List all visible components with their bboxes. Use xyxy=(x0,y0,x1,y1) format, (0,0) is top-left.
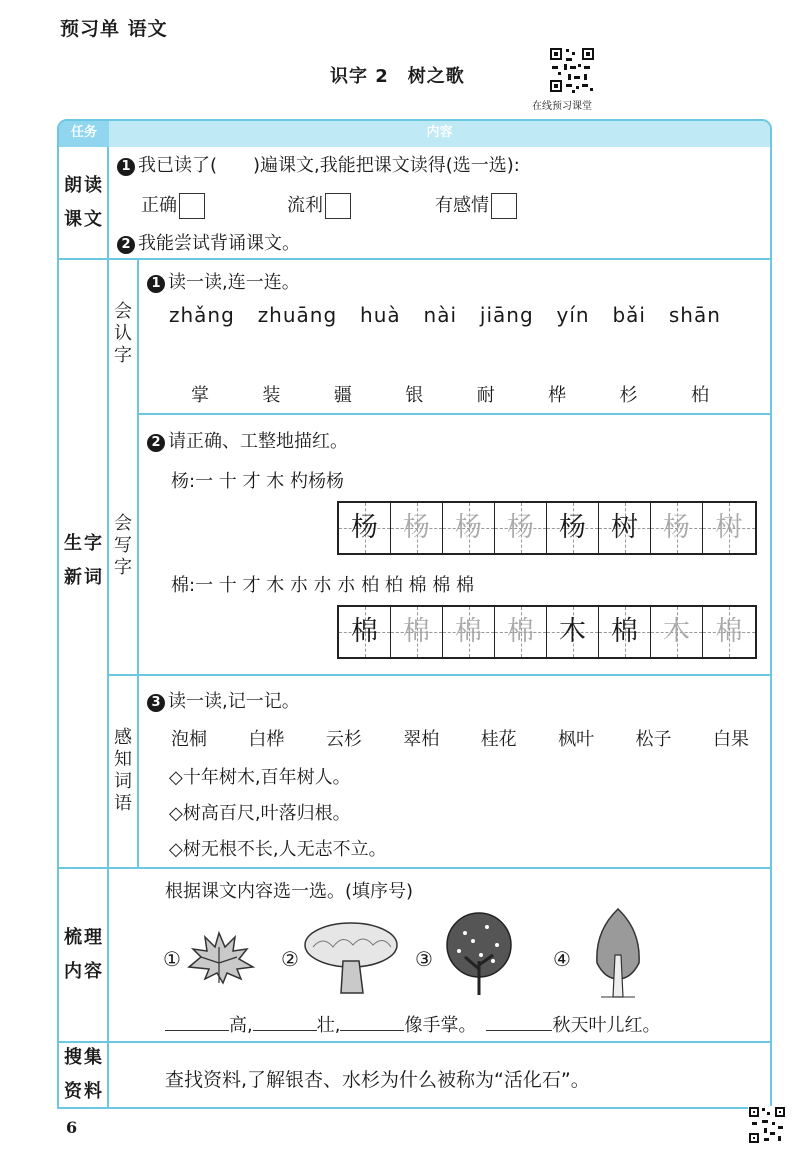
sub-words: 感知词语 xyxy=(114,727,132,814)
character-item[interactable]: 杉 xyxy=(619,385,638,406)
header-label: 预习单 语文 xyxy=(60,18,168,40)
recite-prompt: 我能尝试背诵课文。 xyxy=(138,233,300,254)
option-label: 流利 xyxy=(287,195,323,216)
pinyin-item[interactable]: huà xyxy=(360,303,401,327)
grid-cell[interactable]: 树 xyxy=(599,503,651,553)
stroke-order-mian: 棉:一 十 才 木 朩 朩 朩 柏 柏 棉 棉 棉 xyxy=(171,575,475,596)
worksheet-table xyxy=(57,119,772,1109)
number-badge: 2 xyxy=(147,434,165,452)
character-item[interactable]: 桦 xyxy=(548,385,567,406)
grid-cell[interactable]: 杨 xyxy=(547,503,599,553)
character-item[interactable]: 疆 xyxy=(333,385,352,406)
qr-code-icon[interactable] xyxy=(748,1106,786,1144)
task-reading: 朗读课文 xyxy=(64,175,104,230)
sub-recognize: 会认字 xyxy=(114,301,132,366)
task-new-words: 生字新词 xyxy=(64,533,104,588)
grid-cell[interactable]: 杨 xyxy=(495,503,547,553)
blank[interactable] xyxy=(165,1030,229,1031)
character-item[interactable]: 掌 xyxy=(191,385,209,406)
word-item: 泡桐 xyxy=(171,729,207,750)
saying-2: ◇树高百尺,叶落归根。 xyxy=(169,803,351,824)
pinyin-item[interactable]: zhǎng xyxy=(169,303,235,327)
tracing-grid-yang xyxy=(337,501,757,555)
fill-text: 高, xyxy=(229,1015,253,1036)
pinyin-item[interactable]: shān xyxy=(668,303,721,327)
fill-text: 壮, xyxy=(316,1015,341,1036)
pinyin-item[interactable]: yín xyxy=(556,303,590,327)
header-task: 任务 xyxy=(59,121,109,147)
flowering-tree-icon xyxy=(437,911,521,997)
word-item: 白桦 xyxy=(248,729,285,750)
grid-cell[interactable]: 杨 xyxy=(391,503,443,553)
grid-cell[interactable]: 木 xyxy=(547,607,599,657)
words-instruction xyxy=(147,687,300,713)
grid-cell[interactable]: 棉 xyxy=(495,607,547,657)
big-tree-icon xyxy=(301,917,401,997)
grid-cell[interactable]: 棉 xyxy=(703,607,755,657)
poplar-tree-icon xyxy=(587,905,649,1001)
instruction-text: 请正确、工整地描红。 xyxy=(168,431,348,452)
row-divider xyxy=(107,674,770,676)
recognize-instruction xyxy=(147,268,300,294)
option-emotion xyxy=(435,191,517,219)
grid-cell[interactable]: 杨 xyxy=(339,503,391,553)
fill-text: 秋天叶儿红。 xyxy=(552,1015,661,1036)
stroke-order-yang: 杨:一 十 才 木 杓杨杨 xyxy=(171,471,344,492)
task-research: 搜集资料 xyxy=(64,1047,104,1102)
label-3: ③ xyxy=(415,947,433,971)
sub-column-divider xyxy=(137,260,139,868)
sub-write: 会写字 xyxy=(114,513,132,578)
fill-line xyxy=(165,1011,660,1037)
fill-text: 像手掌。 xyxy=(404,1015,477,1036)
checkbox[interactable] xyxy=(179,193,205,219)
grid-cell[interactable]: 木 xyxy=(651,607,703,657)
instruction-text: 读一读,连一连。 xyxy=(168,272,300,293)
grid-cell[interactable]: 杨 xyxy=(443,503,495,553)
option-label: 有感情 xyxy=(435,195,489,216)
character-item[interactable]: 银 xyxy=(405,385,424,406)
pinyin-item[interactable]: zhuāng xyxy=(257,303,338,327)
sort-instruction: 根据课文内容选一选。(填序号) xyxy=(165,881,414,902)
number-badge: 3 xyxy=(147,694,165,712)
label-4: ④ xyxy=(553,947,571,971)
qr-code-icon[interactable] xyxy=(548,46,596,94)
pinyin-row xyxy=(169,303,721,327)
row-divider xyxy=(137,413,770,415)
option-label: 正确 xyxy=(141,195,177,216)
word-item: 云杉 xyxy=(325,729,362,750)
row-divider xyxy=(59,1041,770,1043)
word-item: 翠柏 xyxy=(403,729,440,750)
row-divider xyxy=(59,258,770,260)
character-item[interactable]: 装 xyxy=(262,385,281,406)
number-badge: 1 xyxy=(147,275,165,293)
instruction-text: 读一读,记一记。 xyxy=(168,691,300,712)
option-fluent xyxy=(287,191,351,219)
pinyin-item[interactable]: jiāng xyxy=(479,303,534,327)
pinyin-item[interactable]: nài xyxy=(423,303,458,327)
blank[interactable] xyxy=(486,1030,552,1031)
tracing-grid-mian xyxy=(337,605,757,659)
grid-cell[interactable]: 杨 xyxy=(651,503,703,553)
task-sort: 梳理内容 xyxy=(64,927,104,982)
research-text: 查找资料,了解银杏、水杉为什么被称为“活化石”。 xyxy=(165,1069,590,1091)
checkbox[interactable] xyxy=(325,193,351,219)
option-correct xyxy=(141,191,205,219)
blank[interactable] xyxy=(253,1030,317,1031)
reading-line-2 xyxy=(117,229,300,255)
character-item[interactable]: 柏 xyxy=(690,385,709,406)
word-item: 枫叶 xyxy=(558,729,595,750)
page-number: 6 xyxy=(66,1118,78,1137)
blank[interactable] xyxy=(340,1030,404,1031)
reading-line-1 xyxy=(117,151,520,177)
word-row xyxy=(171,725,749,751)
checkbox[interactable] xyxy=(491,193,517,219)
label-2: ② xyxy=(281,947,299,971)
reading-prompt: 我已读了( )遍课文,我能把课文读得(选一选): xyxy=(138,155,520,176)
table-header xyxy=(59,121,770,147)
label-1: ① xyxy=(163,947,181,971)
grid-cell[interactable]: 树 xyxy=(703,503,755,553)
word-item: 桂花 xyxy=(480,729,517,750)
character-item[interactable]: 耐 xyxy=(476,385,495,406)
pinyin-item[interactable]: bǎi xyxy=(612,303,646,327)
grid-cell[interactable]: 棉 xyxy=(443,607,495,657)
word-item: 白果 xyxy=(712,729,749,750)
header-content: 内容 xyxy=(426,125,453,140)
write-instruction xyxy=(147,427,348,453)
character-row xyxy=(191,381,709,407)
row-divider xyxy=(59,867,770,869)
saying-1: ◇十年树木,百年树人。 xyxy=(169,767,351,788)
saying-3: ◇树无根不长,人无志不立。 xyxy=(169,839,387,860)
grid-cell[interactable]: 棉 xyxy=(391,607,443,657)
number-badge: 1 xyxy=(117,158,135,176)
lesson-title: 识字 2 树之歌 xyxy=(330,66,465,87)
grid-cell[interactable]: 棉 xyxy=(599,607,651,657)
grid-cell[interactable]: 棉 xyxy=(339,607,391,657)
word-item: 松子 xyxy=(635,729,672,750)
number-badge: 2 xyxy=(117,236,135,254)
maple-leaf-icon xyxy=(183,927,259,991)
qr-caption: 在线预习课堂 xyxy=(532,101,592,112)
